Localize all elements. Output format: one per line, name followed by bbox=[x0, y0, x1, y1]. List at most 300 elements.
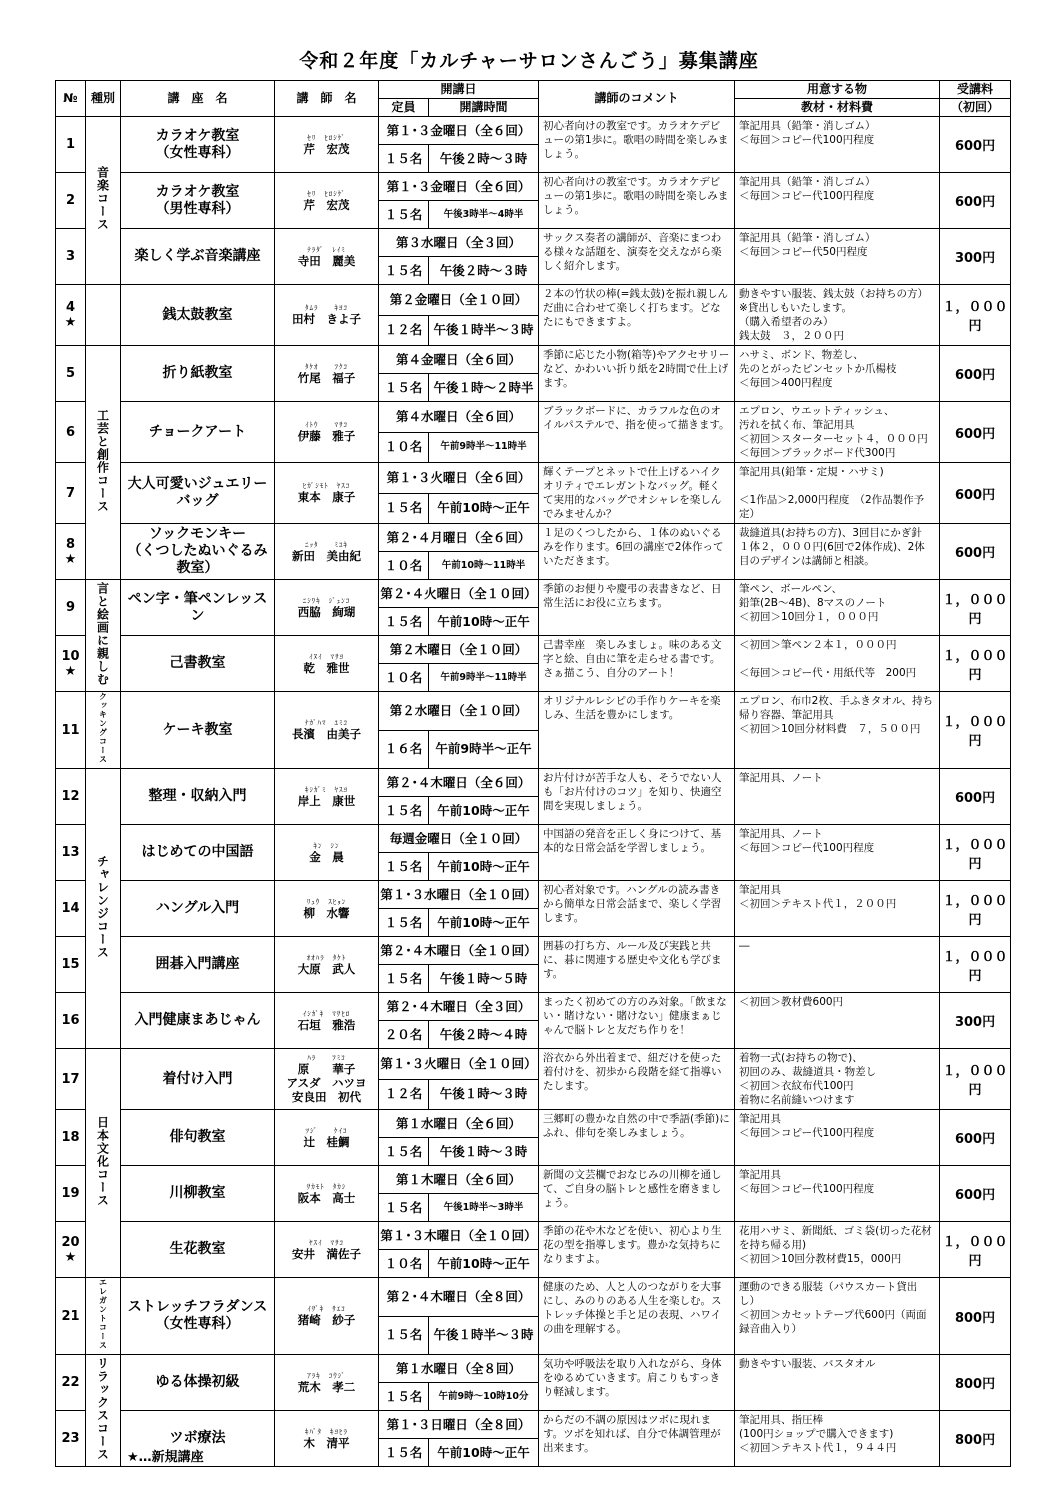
header-fee-note: （初回） bbox=[940, 99, 1011, 117]
course-fee: 600円 bbox=[940, 463, 1011, 524]
course-name: ツボ療法 bbox=[121, 1411, 275, 1467]
course-capacity: １０名 bbox=[379, 1250, 429, 1278]
teacher-name bbox=[275, 769, 379, 825]
course-name: 銭太鼓教室 bbox=[121, 285, 275, 346]
course-fee: 600円 bbox=[940, 402, 1011, 463]
teacher-name-reading: ﾋｶﾞｼﾓﾄ ﾔｽｺ bbox=[302, 482, 351, 490]
teacher-name bbox=[275, 524, 379, 580]
course-capacity: １２名 bbox=[379, 1079, 429, 1110]
course-capacity: ２０名 bbox=[379, 1021, 429, 1049]
header-schedule: 開講日 bbox=[379, 81, 539, 99]
course-row bbox=[56, 580, 1011, 608]
course-row bbox=[56, 825, 1011, 853]
course-fee: 800円 bbox=[940, 1355, 1011, 1411]
course-number bbox=[56, 1278, 86, 1355]
required-items: ハサミ、ボンド、物差し、 先のとがったピンセットか爪楊枝 ＜毎回＞400円程度 bbox=[735, 346, 940, 402]
schedule-days: 第１･３火曜日（全１０回） bbox=[379, 1049, 539, 1080]
course-number bbox=[56, 692, 86, 769]
course-time: 午前10時～正午 bbox=[429, 909, 539, 937]
course-name: 川柳教室 bbox=[121, 1166, 275, 1222]
teacher-name bbox=[275, 346, 379, 402]
course-time: 午前9時半～正午 bbox=[429, 730, 539, 769]
teacher-name-reading: ｲﾄｳ ﾏｻｺ bbox=[305, 421, 348, 429]
course-fee: １，０００円 bbox=[940, 825, 1011, 881]
header-fee: 受講料 bbox=[940, 81, 1011, 99]
schedule-days: 第３水曜日（全３回） bbox=[379, 229, 539, 257]
required-items: ― bbox=[735, 937, 940, 993]
course-row bbox=[56, 1411, 1011, 1439]
teacher-name bbox=[275, 285, 379, 346]
course-fee: １，０００円 bbox=[940, 285, 1011, 346]
course-name: ペン字・筆ペンレッスン bbox=[121, 580, 275, 636]
required-items: 筆記用具 ＜毎回＞コピー代100円程度 bbox=[735, 1166, 940, 1222]
course-number bbox=[56, 1222, 86, 1278]
teacher-name-reading: ｷﾝ ｼﾝ bbox=[313, 841, 340, 850]
required-items: 花用ハサミ、新聞紙、ゴミ袋(切った花材を持ち帰る用) ＜初回＞10回分教材費15，000円 bbox=[735, 1222, 940, 1278]
course-capacity: １０名 bbox=[379, 552, 429, 580]
course-number-value: 12 bbox=[61, 789, 80, 804]
teacher-name-reading: ｾﾘ ﾋﾛｼｹﾞ bbox=[307, 133, 346, 142]
course-number-value: 19 bbox=[61, 1186, 80, 1201]
teacher-name bbox=[275, 825, 379, 881]
course-time: 午後１時～３時 bbox=[429, 1138, 539, 1166]
course-number-value: 16 bbox=[61, 1013, 80, 1028]
teacher-name-reading: ﾀｹｵ ﾌｸｺ bbox=[305, 362, 348, 371]
course-row bbox=[56, 993, 1011, 1021]
header-time: 開講時間 bbox=[429, 99, 539, 117]
course-number-value: 13 bbox=[61, 845, 80, 860]
instructor-comment: 輝くテープとネットで仕上げるハイクオリティでエレガントなバッグ。軽くて実用的なバッグでオシャレを楽しんでみませんか？ bbox=[539, 463, 735, 524]
page-title: 令和２年度「カルチャーサロンさんごう」募集講座 bbox=[299, 50, 759, 72]
teacher-name bbox=[275, 1411, 379, 1467]
course-number-value: 10 bbox=[61, 648, 80, 664]
schedule-days: 第１･３火曜日（全６回） bbox=[379, 463, 539, 494]
course-category bbox=[86, 1278, 121, 1355]
course-row bbox=[56, 692, 1011, 731]
teacher-name-text: 西脇 絢瑚 bbox=[297, 604, 356, 619]
course-time: 午後3時半～4時半 bbox=[429, 201, 539, 229]
course-number bbox=[56, 993, 86, 1049]
schedule-days: 毎週金曜日（全１０回） bbox=[379, 825, 539, 853]
course-capacity: １２名 bbox=[379, 315, 429, 346]
required-items: 筆記用具、ノート ＜毎回＞コピー代100円程度 bbox=[735, 825, 940, 881]
teacher-name-text: 新田 美由紀 bbox=[292, 548, 361, 563]
instructor-comment: まったく初めての方のみ対象。「飲まない・賭けない・賭けない」健康まぁじゃんで脳トレと友だち作りを！ bbox=[539, 993, 735, 1049]
header-no: № bbox=[56, 81, 86, 117]
course-capacity: １５名 bbox=[379, 909, 429, 937]
teacher-name-text: 東本 康子 bbox=[297, 490, 356, 504]
course-number bbox=[56, 825, 86, 881]
teacher-name-text: 猪崎 紗子 bbox=[297, 1313, 356, 1327]
course-fee: １，０００円 bbox=[940, 1049, 1011, 1110]
course-capacity: １５名 bbox=[379, 1383, 429, 1411]
required-items: 筆記用具(鉛筆・定規・ハサミ) ＜1作品＞2,000円程度 （2作品製作予定） bbox=[735, 463, 940, 524]
schedule-days: 第２金曜日（全１０回） bbox=[379, 285, 539, 316]
schedule-days: 第２･４木曜日（全８回） bbox=[379, 1278, 539, 1317]
teacher-name bbox=[275, 1110, 379, 1166]
schedule-days: 第１･３水曜日（全１０回） bbox=[379, 881, 539, 909]
teacher-name bbox=[275, 173, 379, 229]
course-row bbox=[56, 173, 1011, 201]
course-row bbox=[56, 117, 1011, 145]
course-fee: １，０００円 bbox=[940, 580, 1011, 636]
course-number bbox=[56, 1166, 86, 1222]
course-name: ハングル入門 bbox=[121, 881, 275, 937]
instructor-comment: 気功や呼吸法を取り入れながら、身体をゆるめていきます。肩こりもすっきり軽減します。 bbox=[539, 1355, 735, 1411]
course-number bbox=[56, 769, 86, 825]
course-category-label: 音楽コース bbox=[95, 166, 110, 231]
course-capacity: １５名 bbox=[379, 493, 429, 524]
course-time: 午前9時半～11時半 bbox=[429, 664, 539, 692]
required-items: 運動のできる服装（パウスカート貸出し） ＜初回＞カセットテープ代600円（両面録音曲入り） bbox=[735, 1278, 940, 1355]
instructor-comment: 初心者向けの教室です。カラオケデビューの第1歩に。歌唱の時間を楽しみましょう。 bbox=[539, 173, 735, 229]
required-items: 筆記用具、指圧棒 (100円ショップで購入できます) ＜初回＞テキスト代１，９４４円 bbox=[735, 1411, 940, 1467]
course-category bbox=[86, 346, 121, 580]
course-time: 午前10時～11時半 bbox=[429, 552, 539, 580]
schedule-days: 第４金曜日（全６回） bbox=[379, 346, 539, 374]
schedule-days: 第２･４木曜日（全３回） bbox=[379, 993, 539, 1021]
course-capacity: １５名 bbox=[379, 1138, 429, 1166]
schedule-days: 第２･４木曜日（全６回） bbox=[379, 769, 539, 797]
teacher-name-reading: ﾆｼﾜｷ ｼﾞｭﾝｺ bbox=[302, 596, 351, 605]
course-capacity: １６名 bbox=[379, 730, 429, 769]
teacher-name-reading: ｲﾇｲ ﾏｻﾖ bbox=[309, 652, 344, 661]
teacher-name bbox=[275, 1049, 379, 1110]
course-number-value: 11 bbox=[61, 722, 80, 738]
teacher-name-reading: ｾﾘ ﾋﾛｼｹﾞ bbox=[307, 189, 346, 198]
course-name: ケーキ教室 bbox=[121, 692, 275, 769]
teacher-name-reading: ﾘｭｳ ｽﾋｮﾝ bbox=[306, 897, 347, 906]
course-row bbox=[56, 1166, 1011, 1194]
required-items: エプロン、布巾2枚、手ふきタオル、持ち帰り容器、筆記用具 ＜初回＞10回分材料費 ７，５００円 bbox=[735, 692, 940, 769]
course-number bbox=[56, 524, 86, 580]
course-category-label: 日本文化コース bbox=[95, 1115, 110, 1207]
teacher-name-reading: ｲｻﾞｷ ｻｴｺ bbox=[307, 1305, 346, 1313]
course-row bbox=[56, 1110, 1011, 1138]
course-fee: 800円 bbox=[940, 1411, 1011, 1467]
course-name: 己書教室 bbox=[121, 636, 275, 692]
header-course: 講 座 名 bbox=[121, 81, 275, 117]
course-number-value: 6 bbox=[65, 424, 76, 440]
instructor-comment: 新聞の文芸欄でおなじみの川柳を通して、ご自身の脳トレと感性を磨きましょう。 bbox=[539, 1166, 735, 1222]
course-number bbox=[56, 346, 86, 402]
instructor-comment: 浴衣から外出着まで、紐だけを使った着付けを、初歩から段階を経て指導いたします。 bbox=[539, 1049, 735, 1110]
course-category bbox=[86, 1049, 121, 1278]
teacher-name bbox=[275, 463, 379, 524]
teacher-name-text: 阪本 高士 bbox=[297, 1190, 356, 1205]
teacher-name-reading: ｷｼｶﾞﾐ ﾔｽﾖ bbox=[305, 785, 348, 794]
schedule-days: 第１･３金曜日（全６回） bbox=[379, 173, 539, 201]
course-time: 午後２時～３時 bbox=[429, 257, 539, 285]
schedule-days: 第２水曜日（全１０回） bbox=[379, 692, 539, 731]
course-time: 午後２時～３時 bbox=[429, 145, 539, 173]
header-comment: 講師のコメント bbox=[539, 81, 735, 117]
course-number-value: 23 bbox=[61, 1431, 80, 1446]
course-number-value: 1 bbox=[65, 137, 76, 152]
course-capacity: １５名 bbox=[379, 374, 429, 402]
schedule-days: 第１木曜日（全６回） bbox=[379, 1166, 539, 1194]
course-fee: 300円 bbox=[940, 229, 1011, 285]
course-capacity: １５名 bbox=[379, 853, 429, 881]
instructor-comment: 中国語の発音を正しく身につけて、基本的な日常会話を学習しましょう。 bbox=[539, 825, 735, 881]
instructor-comment: オリジナルレシピの手作りケーキを楽しみ、生活を豊かにします。 bbox=[539, 692, 735, 769]
required-items: 動きやすい服装、銭太鼓（お持ちの方） ※貸出しもいたします。 （購入希望者のみ） 銭太鼓 ３，２００円 bbox=[735, 285, 940, 346]
schedule-days: 第２･４月曜日（全６回） bbox=[379, 524, 539, 552]
teacher-name bbox=[275, 1278, 379, 1355]
required-items: ＜初回＞筆ペン２本１，０００円 ＜毎回＞コピー代・用紙代等 200円 bbox=[735, 636, 940, 692]
course-time: 午後１時～２時半 bbox=[429, 374, 539, 402]
teacher-name-text: 金 晨 bbox=[309, 849, 344, 864]
footnote: ★…新規講座 bbox=[127, 1450, 204, 1465]
teacher-name bbox=[275, 1222, 379, 1278]
course-row bbox=[56, 463, 1011, 494]
course-name: チョークアート bbox=[121, 402, 275, 463]
teacher-name bbox=[275, 229, 379, 285]
course-name: カラオケ教室 （男性専科） bbox=[121, 173, 275, 229]
course-name: ソックモンキー （くつしたぬいぐるみ教室） bbox=[121, 524, 275, 580]
teacher-name-text: 木 清平 bbox=[303, 1435, 350, 1450]
teacher-name-text: 長濱 由美子 bbox=[292, 727, 361, 741]
course-fee: １，０００円 bbox=[940, 937, 1011, 993]
course-category-label: クッキングコース bbox=[98, 692, 108, 764]
course-number-value: 5 bbox=[65, 366, 76, 381]
course-time: 午前10時～正午 bbox=[429, 853, 539, 881]
instructor-comment: からだの不調の原因はツボに現れます。ツボを知れば、自分で体調管理が出来ます。 bbox=[539, 1411, 735, 1467]
teacher-name-text: 原 華子 アスダ ハツヨ 安良田 初代 bbox=[286, 1062, 367, 1104]
teacher-name-text: 寺田 麗美 bbox=[297, 253, 356, 268]
header-teacher: 講 師 名 bbox=[275, 81, 379, 117]
course-number-value: 20 bbox=[61, 1234, 80, 1250]
required-items: 筆記用具（鉛筆・消しゴム） ＜毎回＞コピー代100円程度 bbox=[735, 117, 940, 173]
course-capacity: １５名 bbox=[379, 797, 429, 825]
course-capacity: １５名 bbox=[379, 1194, 429, 1222]
course-category-label: リラックスコース bbox=[95, 1356, 110, 1461]
required-items: 裁縫道具(お持ちの方)、3回目にかぎ針 １体２，０００円(6回で2体作成)、2体目のデザインは講師と相談。 bbox=[735, 524, 940, 580]
course-name: 整理・収納入門 bbox=[121, 769, 275, 825]
course-time: 午前10時～正午 bbox=[429, 1439, 539, 1467]
course-row bbox=[56, 285, 1011, 316]
course-number bbox=[56, 229, 86, 285]
course-table bbox=[55, 80, 1011, 1467]
course-row bbox=[56, 1355, 1011, 1383]
course-time: 午前10時～正午 bbox=[429, 797, 539, 825]
course-row bbox=[56, 881, 1011, 909]
course-capacity: １５名 bbox=[379, 965, 429, 993]
teacher-name-reading: ｷﾊﾞﾀ ｷﾖﾋﾗ bbox=[305, 1427, 348, 1436]
course-fee: １，０００円 bbox=[940, 636, 1011, 692]
teacher-name-text: 竹尾 福子 bbox=[297, 370, 356, 385]
teacher-name-text: 芹 宏茂 bbox=[303, 141, 350, 156]
course-number bbox=[56, 117, 86, 173]
course-time: 午後１時半～３時 bbox=[429, 315, 539, 346]
course-category bbox=[86, 692, 121, 769]
instructor-comment: 初心者対象です。ハングルの読み書きから簡単な日常会話まで、楽しく学習します。 bbox=[539, 881, 735, 937]
course-fee: １，０００円 bbox=[940, 881, 1011, 937]
teacher-name-text: 大原 武人 bbox=[297, 961, 356, 976]
course-time: 午前9時～10時10分 bbox=[429, 1383, 539, 1411]
teacher-name-reading: ﾀﾑﾗ ｷﾖｺ bbox=[305, 304, 348, 312]
course-fee: 600円 bbox=[940, 173, 1011, 229]
instructor-comment: １足のくつしたから、１体のぬいぐるみを作ります。6回の講座で2体作っていただきます。 bbox=[539, 524, 735, 580]
teacher-name-reading: ﾃﾗﾀﾞ ﾚｲﾐ bbox=[307, 245, 346, 254]
required-items: 筆記用具、ノート bbox=[735, 769, 940, 825]
course-number bbox=[56, 881, 86, 937]
course-category bbox=[86, 1355, 121, 1467]
teacher-name bbox=[275, 402, 379, 463]
instructor-comment: 三郷町の豊かな自然の中で季語(季節)にふれ、俳句を楽しみましょう。 bbox=[539, 1110, 735, 1166]
course-number bbox=[56, 285, 86, 346]
required-items: 筆記用具（鉛筆・消しゴム） ＜毎回＞コピー代50円程度 bbox=[735, 229, 940, 285]
teacher-name-text: 乾 雅世 bbox=[303, 660, 350, 675]
course-time: 午前10時～正午 bbox=[429, 493, 539, 524]
course-category-label: エレガントコース bbox=[98, 1278, 108, 1350]
course-number-value: 4 bbox=[65, 300, 76, 315]
required-items: 着物一式(お持ちの物で)、 初回のみ、裁縫道具・物差し ＜初回＞衣紋布代100円 着物に名前縫いつけます bbox=[735, 1049, 940, 1110]
course-category-label: チャレンジコース bbox=[95, 854, 110, 959]
course-name: 着付け入門 bbox=[121, 1049, 275, 1110]
instructor-comment: お片付けが苦手な人も、そうでない人も「お片付けのコツ」を知り、快適空間を実現しましょう。 bbox=[539, 769, 735, 825]
instructor-comment: ２本の竹状の棒(=銭太鼓)を振れ親しんだ曲に合わせて楽しく打ちます。どなたにもできますよ。 bbox=[539, 285, 735, 346]
header-materials: 教材・材料費 bbox=[735, 99, 940, 117]
course-category bbox=[86, 580, 121, 692]
course-number bbox=[56, 173, 86, 229]
course-category-label: 工芸と創作コース bbox=[95, 408, 110, 513]
required-items: 筆ペン、ボールペン、 鉛筆(2B～4B)、8マスのノート ＜初回＞10回分１，０００円 bbox=[735, 580, 940, 636]
course-number bbox=[56, 1049, 86, 1110]
course-row bbox=[56, 937, 1011, 965]
course-time: 午前9時半～11時半 bbox=[429, 432, 539, 463]
course-name: 生花教室 bbox=[121, 1222, 275, 1278]
teacher-name bbox=[275, 993, 379, 1049]
course-capacity: １０名 bbox=[379, 432, 429, 463]
course-number bbox=[56, 1355, 86, 1411]
schedule-days: 第２･４火曜日（全１０回） bbox=[379, 580, 539, 608]
course-number bbox=[56, 1411, 86, 1467]
new-course-star: ★ bbox=[64, 315, 77, 330]
course-rows bbox=[56, 117, 1011, 1467]
course-name: ストレッチフラダンス （女性専科） bbox=[121, 1278, 275, 1355]
instructor-comment: 初心者向けの教室です。カラオケデビューの第1歩に。歌唱の時間を楽しみましょう。 bbox=[539, 117, 735, 173]
course-time: 午後２時～４時 bbox=[429, 1021, 539, 1049]
teacher-name-text: 田村 きよ子 bbox=[292, 312, 361, 326]
course-name: カラオケ教室 （女性専科） bbox=[121, 117, 275, 173]
course-name: ゆる体操初級 bbox=[121, 1355, 275, 1411]
course-row bbox=[56, 1222, 1011, 1250]
header-capacity: 定員 bbox=[379, 99, 429, 117]
schedule-days: 第１･３日曜日（全８回） bbox=[379, 1411, 539, 1439]
course-row bbox=[56, 769, 1011, 797]
course-time: 午後1時半～3時半 bbox=[429, 1194, 539, 1222]
course-time: 午前10時～正午 bbox=[429, 608, 539, 636]
teacher-name-reading: ｻｶﾓﾄ ﾀｶｼ bbox=[306, 1182, 347, 1191]
course-number-value: 22 bbox=[61, 1375, 80, 1390]
course-name: 楽しく学ぶ音楽講座 bbox=[121, 229, 275, 285]
course-fee: 600円 bbox=[940, 346, 1011, 402]
course-name: 囲碁入門講座 bbox=[121, 937, 275, 993]
header-items: 用意する物 bbox=[735, 81, 940, 99]
teacher-name-reading: ﾅｶﾞﾊﾏ ﾕﾐｺ bbox=[305, 719, 348, 727]
course-time: 午前10時～正午 bbox=[429, 1250, 539, 1278]
instructor-comment: 囲碁の打ち方、ルール及び実践と共に、碁に関連する歴史や文化も学びます。 bbox=[539, 937, 735, 993]
course-name: 大人可愛いジュエリーバッグ bbox=[121, 463, 275, 524]
teacher-name bbox=[275, 117, 379, 173]
schedule-days: 第４水曜日（全６回） bbox=[379, 402, 539, 433]
course-number-value: 14 bbox=[61, 901, 80, 916]
course-fee: 800円 bbox=[940, 1278, 1011, 1355]
required-items: 動きやすい服装、バスタオル bbox=[735, 1355, 940, 1411]
new-course-star: ★ bbox=[64, 663, 77, 679]
teacher-name bbox=[275, 580, 379, 636]
instructor-comment: サックス奏者の講師が、音楽にまつわる様々な話題を、演奏を交えながら楽しく紹介します。 bbox=[539, 229, 735, 285]
instructor-comment: 健康のため、人と人のつながりを大事にし、みのりのある人生を楽しむ。ストレッチ体操と手と足の表現、ハワイの曲を理解する。 bbox=[539, 1278, 735, 1355]
course-fee: １，０００円 bbox=[940, 1222, 1011, 1278]
course-fee: 600円 bbox=[940, 1166, 1011, 1222]
course-fee: 300円 bbox=[940, 993, 1011, 1049]
course-row bbox=[56, 1278, 1011, 1317]
teacher-name-text: 伊藤 雅子 bbox=[297, 429, 356, 443]
course-row bbox=[56, 346, 1011, 374]
course-row bbox=[56, 229, 1011, 257]
required-items: 筆記用具 ＜毎回＞コピー代100円程度 bbox=[735, 1110, 940, 1166]
teacher-name-reading: ｵｵﾊﾗ ﾀｹﾄ bbox=[306, 953, 347, 962]
course-capacity: １５名 bbox=[379, 1439, 429, 1467]
course-number bbox=[56, 402, 86, 463]
instructor-comment: 季節のお便りや慶弔の表書きなど、日常生活にお役に立ちます。 bbox=[539, 580, 735, 636]
course-fee: 600円 bbox=[940, 1110, 1011, 1166]
course-capacity: １５名 bbox=[379, 145, 429, 173]
course-name: 折り紙教室 bbox=[121, 346, 275, 402]
course-row bbox=[56, 524, 1011, 552]
course-fee: 600円 bbox=[940, 117, 1011, 173]
course-capacity: １５名 bbox=[379, 257, 429, 285]
teacher-name-reading: ﾊﾗ ﾌﾐｺ bbox=[307, 1054, 346, 1062]
new-course-star: ★ bbox=[64, 1249, 77, 1265]
course-number-value: 9 bbox=[65, 600, 76, 615]
course-fee: 600円 bbox=[940, 524, 1011, 580]
teacher-name-text: 岸上 康世 bbox=[297, 793, 356, 808]
course-time: 午後１時～５時 bbox=[429, 965, 539, 993]
teacher-name-reading: ﾂｼﾞ ｹｲｺ bbox=[305, 1126, 348, 1135]
course-name: 入門健康まあじゃん bbox=[121, 993, 275, 1049]
course-fee: １，０００円 bbox=[940, 692, 1011, 769]
instructor-comment: 季節の花や木などを使い、初心より生花の型を指導します。豊かな気持ちになりますよ。 bbox=[539, 1222, 735, 1278]
course-number bbox=[56, 580, 86, 636]
course-category-label: 言と絵画に親しむ bbox=[95, 581, 110, 686]
course-row bbox=[56, 636, 1011, 664]
required-items: エプロン、ウエットティッシュ、 汚れを拭く布、筆記用具 ＜初回＞スターターセット４，０００円 ＜毎回＞ブラックボード代300円 bbox=[735, 402, 940, 463]
teacher-name-reading: ﾔｽｲ ﾏｻｺ bbox=[309, 1238, 344, 1247]
course-category bbox=[86, 285, 121, 346]
course-capacity: １５名 bbox=[379, 201, 429, 229]
schedule-days: 第１水曜日（全８回） bbox=[379, 1355, 539, 1383]
teacher-name bbox=[275, 937, 379, 993]
course-number-value: 8 bbox=[65, 536, 76, 552]
new-course-star: ★ bbox=[64, 551, 77, 567]
course-number-value: 3 bbox=[65, 249, 76, 264]
teacher-name-text: 安井 満佐子 bbox=[292, 1246, 361, 1261]
course-time: 午後１時～３時 bbox=[429, 1079, 539, 1110]
teacher-name-text: 石垣 雅浩 bbox=[297, 1017, 356, 1032]
teacher-name-reading: ｲｼｶﾞｷ ﾏｻﾋﾛ bbox=[302, 1009, 351, 1018]
schedule-days: 第１･３木曜日（全１０回） bbox=[379, 1222, 539, 1250]
course-capacity: １５名 bbox=[379, 1316, 429, 1355]
required-items: 筆記用具 ＜初回＞テキスト代１，２００円 bbox=[735, 881, 940, 937]
course-capacity: １５名 bbox=[379, 608, 429, 636]
course-number bbox=[56, 463, 86, 524]
course-time: 午後１時半～３時 bbox=[429, 1316, 539, 1355]
instructor-comment: 己書幸座 楽しみましょ。味のある文字と絵、自由に筆を走らせる書です。さぁ描こう、自分のアート！ bbox=[539, 636, 735, 692]
schedule-days: 第１･３金曜日（全６回） bbox=[379, 117, 539, 145]
